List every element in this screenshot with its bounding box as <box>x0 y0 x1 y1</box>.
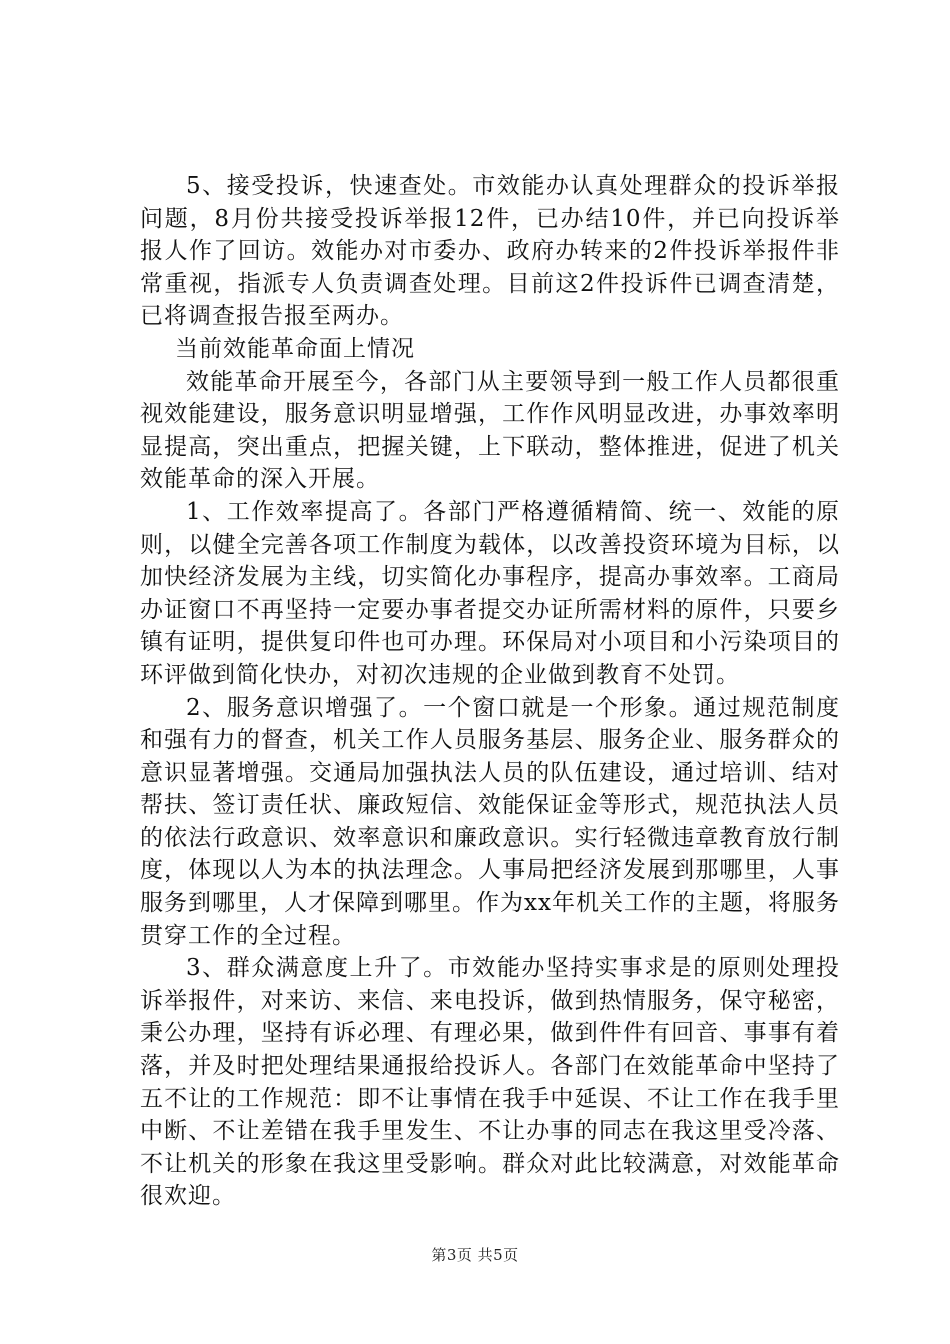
paragraph-item-5: 5、接受投诉，快速查处。市效能办认真处理群众的投诉举报问题，8月份共接受投诉举报12件，已办结10件，并已向投诉举报人作了回访。效能办对市委办、政府办转来的2件投诉举报件非常重视，指派专人负责调查处理。目前这2件投诉件已调查清楚，已将调查报告报至两办。 <box>140 173 840 330</box>
page-number-footer: 第3页 共5页 <box>431 1246 519 1264</box>
document-body <box>140 170 840 1213</box>
paragraph-point-1: 1、工作效率提高了。各部门严格遵循精简、统一、效能的原则，以健全完善各项工作制度为载体，以改善投资环境为目标，以加快经济发展为主线，切实简化办事程序，提高办事效率。工商局办证窗口不再坚持一定要办事者提交办证所需材料的原件，只要乡镇有证明，提供复印件也可办理。环保局对小项目和小污染项目的环评做到简化快办，对初次违规的企业做到教育不处罚。 <box>140 498 840 688</box>
section-heading: 当前效能革命面上情况 <box>175 335 415 362</box>
paragraph-overview: 效能革命开展至今，各部门从主要领导到一般工作人员都很重视效能建设，服务意识明显增强，工作作风明显改进，办事效率明显提高，突出重点，把握关键，上下联动，整体推进，促进了机关效能革命的深入开展。 <box>140 368 840 493</box>
paragraph-point-3: 3、群众满意度上升了。市效能办坚持实事求是的原则处理投诉举报件，对来访、来信、来电投诉，做到热情服务，保守秘密，秉公办理，坚持有诉必理、有理必果，做到件件有回音、事事有着落，并及时把处理结果通报给投诉人。各部门在效能革命中坚持了五不让的工作规范：即不让事情在我手中延误、不让工作在我手里中断、不让差错在我手里发生、不让办事的同志在我这里受冷落、不让机关的形象在我这里受影响。群众对此比较满意，对效能革命很欢迎。 <box>140 955 840 1210</box>
paragraph-point-2: 2、服务意识增强了。一个窗口就是一个形象。通过规范制度和强有力的督查，机关工作人员服务基层、服务企业、服务群众的意识显著增强。交通局加强执法人员的队伍建设，通过培训、结对帮扶、签订责任状、廉政短信、效能保证金等形式，规范执法人员的依法行政意识、效率意识和廉政意识。实行轻微违章教育放行制度，体现以人为本的执法理念。人事局把经济发展到那哪里，人事服务到哪里，人才保障到哪里。作为xx年机关工作的主题，将服务贯穿工作的全过程。 <box>140 694 840 949</box>
